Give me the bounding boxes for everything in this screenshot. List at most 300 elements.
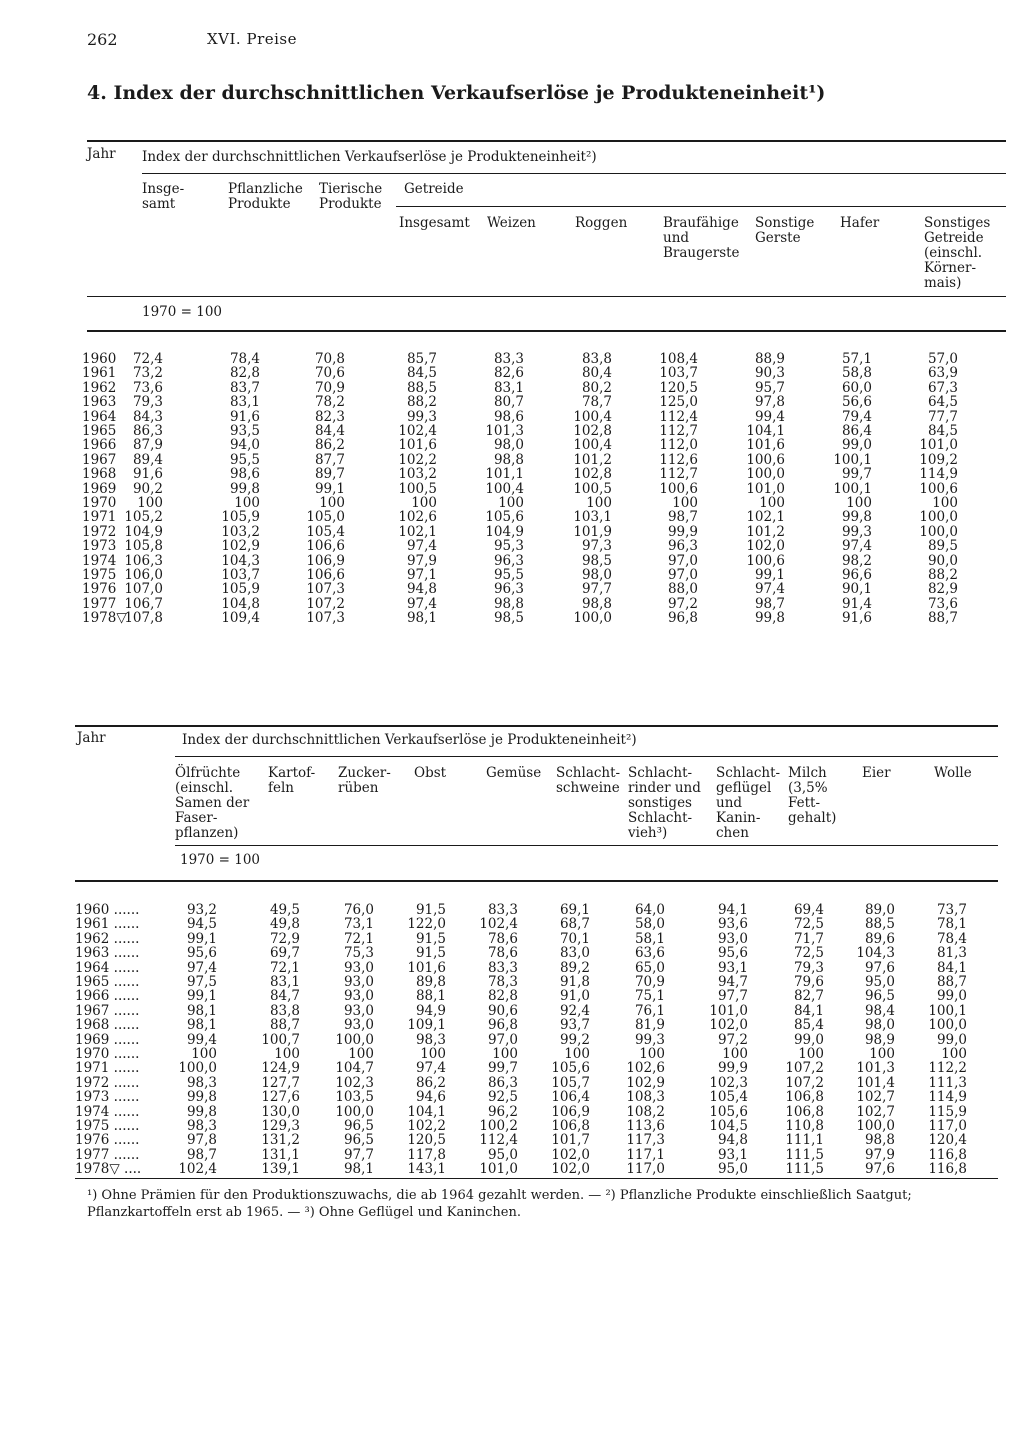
table1-value-cell: 104,8 (221, 595, 260, 612)
table2-value-cell: 99,0 (793, 1031, 824, 1048)
table2-col-header: Kartof- feln (268, 765, 316, 796)
table1-value-cell: 77,7 (927, 408, 958, 425)
table2-value-cell: 127,6 (261, 1089, 300, 1106)
table2-value-cell: 88,1 (415, 988, 446, 1005)
table2-value-cell: 99,1 (186, 930, 217, 947)
table2-value-cell: 97,4 (415, 1060, 446, 1077)
table1-value-cell: 105,9 (221, 509, 260, 526)
table2-year-cell: 1964 ...... (75, 959, 140, 976)
table2-value-cell: 75,3 (343, 945, 374, 962)
table2-value-cell: 98,8 (864, 1132, 895, 1149)
table2-value-cell: 89,6 (864, 930, 895, 947)
table1-value-cell: 97,4 (406, 595, 437, 612)
table1-value-cell: 57,0 (927, 351, 958, 367)
table1-value-cell: 97,0 (667, 567, 698, 583)
table2-value-cell: 69,4 (793, 902, 824, 918)
table1-value-cell: 102,1 (746, 509, 785, 526)
table2-value-cell: 84,7 (269, 988, 300, 1005)
table1-value-cell: 96,3 (493, 581, 524, 598)
table1-value-cell: 58,8 (841, 365, 872, 382)
table2-value-cell: 93,0 (343, 974, 374, 990)
table1-value-cell: 103,2 (398, 466, 437, 483)
table2-value-cell: 73,7 (936, 902, 967, 918)
table1-value-cell: 98,0 (581, 567, 612, 583)
table2-value-cell: 127,7 (261, 1074, 300, 1091)
table2-value-cell: 100 (420, 1046, 446, 1062)
table1-value-cell: 105,0 (306, 509, 345, 526)
table2-value-cell: 105,6 (709, 1103, 748, 1120)
table1-super-rule (142, 173, 1006, 174)
table1-value-cell: 100,5 (398, 480, 437, 497)
table2-value-cell: 100,7 (261, 1031, 300, 1048)
table2-year-cell: 1967 ...... (75, 1002, 140, 1019)
table2-value-cell: 97,9 (864, 1146, 895, 1163)
table2-value-cell: 97,0 (487, 1031, 518, 1048)
table1-value-cell: 101,0 (919, 437, 958, 454)
table2-value-cell: 100,0 (178, 1060, 217, 1077)
table2-value-cell: 99,8 (186, 1089, 217, 1106)
table2-value-cell: 81,9 (634, 1017, 665, 1034)
table2-value-cell: 91,0 (559, 988, 590, 1005)
table2-value-cell: 100,0 (856, 1118, 895, 1134)
table2-value-cell: 100,0 (335, 1103, 374, 1120)
table2-col-header: Schlacht- rinder und sonstiges Schlacht- vieh³) (628, 765, 701, 841)
table2-base-rule (175, 845, 998, 846)
table1-value-cell: 86,3 (132, 423, 163, 439)
table1-value-cell: 101,3 (485, 423, 524, 439)
table1-value-cell: 102,4 (398, 423, 437, 439)
table1-value-cell: 106,7 (124, 595, 163, 612)
table1-year-cell: 1967 (82, 451, 117, 468)
table2-value-cell: 86,3 (487, 1074, 518, 1091)
table2-value-cell: 117,0 (626, 1161, 665, 1178)
table1-value-cell: 95,7 (754, 379, 785, 396)
table2-col-header: Obst (414, 765, 447, 781)
table2-value-cell: 99,7 (487, 1060, 518, 1077)
table1-value-cell: 97,3 (581, 538, 612, 555)
table2-value-cell: 102,4 (479, 916, 518, 933)
table1-value-cell: 101,1 (485, 466, 524, 483)
table2-value-cell: 113,6 (626, 1118, 665, 1134)
table1-value-cell: 102,2 (398, 451, 437, 468)
table2-value-cell: 89,8 (415, 974, 446, 990)
table2-value-cell: 95,0 (717, 1161, 748, 1178)
table1-value-cell: 88,9 (754, 351, 785, 367)
table1-year-cell: 1971 (82, 509, 117, 526)
table2-value-cell: 105,4 (709, 1089, 748, 1106)
table1-value-cell: 98,8 (493, 595, 524, 612)
table1-value-cell: 87,7 (314, 451, 345, 468)
table1-value-cell: 98,5 (493, 610, 524, 627)
table2-value-cell: 98,3 (186, 1118, 217, 1134)
table1-value-cell: 120,5 (659, 379, 698, 396)
table2-value-cell: 109,1 (407, 1017, 446, 1034)
table2-value-cell: 116,8 (928, 1161, 967, 1178)
table1-value-cell: 103,1 (573, 509, 612, 526)
table1-year-cell: 1966 (82, 437, 117, 454)
table2-super-rule (175, 756, 998, 757)
table2-value-cell: 112,4 (479, 1132, 518, 1149)
table2-value-cell: 83,3 (487, 959, 518, 976)
table1-value-cell: 95,5 (229, 451, 260, 468)
table2-value-cell: 97,7 (717, 988, 748, 1005)
table2-value-cell: 97,6 (864, 1161, 895, 1178)
table1-value-cell: 98,6 (229, 466, 260, 483)
table1-year-header: Jahr (87, 146, 116, 162)
table1-value-cell: 88,2 (406, 394, 437, 411)
table1-value-cell: 100,0 (919, 523, 958, 540)
table1-value-cell: 100,1 (833, 480, 872, 497)
table2-value-cell: 102,0 (709, 1017, 748, 1034)
table2-value-cell: 104,3 (856, 945, 895, 962)
table1-value-cell: 99,4 (754, 408, 785, 425)
table2-value-cell: 100 (274, 1046, 300, 1062)
table2-value-cell: 100,0 (928, 1017, 967, 1034)
table1-value-cell: 97,8 (754, 394, 785, 411)
table1-col-header: Hafer (840, 215, 880, 231)
table1-value-cell: 100,4 (573, 437, 612, 454)
table1-value-cell: 104,1 (746, 423, 785, 439)
page-number: 262 (87, 30, 118, 49)
table1-value-cell: 99,1 (314, 480, 345, 497)
table1-value-cell: 91,6 (132, 466, 163, 483)
table2-col-header: Zucker- rüben (338, 765, 391, 796)
table1-value-cell: 99,8 (754, 610, 785, 627)
table2-value-cell: 72,1 (269, 959, 300, 976)
table2-value-cell: 100 (564, 1046, 590, 1062)
table2-value-cell: 83,8 (269, 1002, 300, 1019)
table1-value-cell: 95,5 (493, 567, 524, 583)
table1-value-cell: 99,0 (841, 437, 872, 454)
table1-value-cell: 70,6 (314, 365, 345, 382)
table1-value-cell: 102,8 (573, 466, 612, 483)
table2-year-cell: 1969 ...... (75, 1031, 140, 1048)
table1-value-cell: 70,9 (314, 379, 345, 396)
table1-value-cell: 99,8 (229, 480, 260, 497)
table2-col-header: Gemüse (486, 765, 542, 781)
table2-value-cell: 102,3 (709, 1074, 748, 1091)
table2-value-cell: 96,8 (487, 1017, 518, 1034)
table2-value-cell: 97,5 (186, 974, 217, 990)
table2-base-label: 1970 = 100 (180, 852, 261, 868)
table1-value-cell: 101,6 (398, 437, 437, 454)
table2-value-cell: 106,4 (551, 1089, 590, 1106)
table2-value-cell: 101,4 (856, 1074, 895, 1091)
table1-value-cell: 97,9 (406, 552, 437, 569)
table1-value-cell: 84,4 (314, 423, 345, 439)
table2-value-cell: 84,1 (936, 959, 967, 976)
table2-value-cell: 99,3 (634, 1031, 665, 1048)
table1-value-cell: 91,6 (841, 610, 872, 627)
table1-value-cell: 98,1 (406, 610, 437, 627)
table1-value-cell: 78,2 (314, 394, 345, 411)
table1-value-cell: 109,2 (919, 451, 958, 468)
table1-value-cell: 70,8 (314, 351, 345, 367)
table1-value-cell: 86,4 (841, 423, 872, 439)
table2-value-cell: 107,2 (785, 1074, 824, 1091)
table2-value-cell: 95,0 (864, 974, 895, 990)
table1-value-cell: 100,4 (485, 480, 524, 497)
table2-value-cell: 93,0 (343, 988, 374, 1005)
table1-value-cell: 96,3 (667, 538, 698, 555)
table2-value-cell: 97,8 (186, 1132, 217, 1149)
table2-value-cell: 83,3 (487, 902, 518, 918)
table1-value-cell: 94,0 (229, 437, 260, 454)
table2-value-cell: 98,1 (186, 1002, 217, 1019)
table1-value-cell: 100 (411, 495, 437, 511)
table1-value-cell: 100 (137, 495, 163, 511)
table2-col-header: Eier (862, 765, 891, 781)
table2-value-cell: 88,5 (864, 916, 895, 933)
table1-value-cell: 64,5 (927, 394, 958, 411)
table1-value-cell: 63,9 (927, 365, 958, 382)
table1-value-cell: 82,8 (229, 365, 260, 382)
table1-value-cell: 112,0 (659, 437, 698, 454)
table1-value-cell: 98,7 (667, 509, 698, 526)
table1-value-cell: 78,4 (229, 351, 260, 367)
table1-value-cell: 102,8 (573, 423, 612, 439)
table1-value-cell: 88,7 (927, 610, 958, 627)
table1-header-bottom-rule (87, 330, 1006, 332)
table2-value-cell: 101,3 (856, 1060, 895, 1077)
table1-value-cell: 102,0 (746, 538, 785, 555)
table1-value-cell: 83,8 (581, 351, 612, 367)
table2-year-cell: 1976 ...... (75, 1132, 140, 1149)
table1-value-cell: 114,9 (919, 466, 958, 483)
table2-value-cell: 97,4 (186, 959, 217, 976)
table1-value-cell: 105,9 (221, 581, 260, 598)
table1-value-cell: 86,2 (314, 437, 345, 454)
table1-value-cell: 100 (672, 495, 698, 511)
table2-value-cell: 99,4 (186, 1031, 217, 1048)
table2-value-cell: 94,1 (717, 902, 748, 918)
table1-year-cell: 1978▽ (82, 610, 127, 627)
table2-year-cell: 1974 ...... (75, 1103, 140, 1120)
table2-value-cell: 96,5 (343, 1132, 374, 1149)
table1-value-cell: 84,5 (927, 423, 958, 439)
table2-col-header: Milch (3,5% Fett- gehalt) (788, 765, 837, 826)
table1-base-label: 1970 = 100 (142, 304, 223, 320)
table2-value-cell: 120,5 (407, 1132, 446, 1149)
table2-value-cell: 106,9 (551, 1103, 590, 1120)
table1-col-header: Weizen (487, 215, 536, 231)
table2-year-header: Jahr (77, 730, 106, 746)
table2-value-cell: 99,1 (186, 988, 217, 1005)
table2-value-cell: 91,5 (415, 930, 446, 947)
table1-year-cell: 1961 (82, 365, 117, 382)
table1-value-cell: 107,3 (306, 581, 345, 598)
table2-value-cell: 78,4 (936, 930, 967, 947)
table1-value-cell: 73,6 (927, 595, 958, 612)
table2-value-cell: 100 (639, 1046, 665, 1062)
table1-value-cell: 98,8 (581, 595, 612, 612)
table1-year-cell: 1962 (82, 379, 117, 396)
table2-value-cell: 102,4 (178, 1161, 217, 1178)
table1-value-cell: 99,7 (841, 466, 872, 483)
table2-value-cell: 65,0 (634, 959, 665, 976)
table1-value-cell: 101,2 (573, 451, 612, 468)
table1-getreide-header: Getreide (404, 181, 464, 197)
table2-value-cell: 131,2 (261, 1132, 300, 1149)
table1-value-cell: 89,4 (132, 451, 163, 468)
table1-value-cell: 83,1 (229, 394, 260, 411)
table2-value-cell: 98,1 (186, 1017, 217, 1034)
table2-super-header: Index der durchschnittlichen Verkaufserlöse je Produkteneinheit²) (182, 732, 637, 748)
table2-value-cell: 114,9 (928, 1089, 967, 1106)
table2-value-cell: 100,0 (335, 1031, 374, 1048)
table1-value-cell: 80,4 (581, 365, 612, 382)
table2-value-cell: 81,3 (936, 945, 967, 962)
table2-year-cell: 1972 ...... (75, 1074, 140, 1091)
table2-value-cell: 82,7 (793, 988, 824, 1005)
table2-value-cell: 101,0 (479, 1161, 518, 1178)
table2-value-cell: 100 (798, 1046, 824, 1062)
table1-value-cell: 91,4 (841, 595, 872, 612)
table1-value-cell: 83,3 (493, 351, 524, 367)
table2-value-cell: 82,8 (487, 988, 518, 1005)
table1-value-cell: 102,9 (221, 538, 260, 555)
table2-value-cell: 99,0 (936, 1031, 967, 1048)
table1-value-cell: 60,0 (841, 379, 872, 396)
table1-value-cell: 97,4 (841, 538, 872, 555)
table1-value-cell: 102,1 (398, 523, 437, 540)
table1-value-cell: 89,5 (927, 538, 958, 555)
table1-value-cell: 97,1 (406, 567, 437, 583)
table1-year-cell: 1965 (82, 423, 117, 439)
table2-value-cell: 83,1 (269, 974, 300, 990)
table2-value-cell: 99,9 (717, 1060, 748, 1077)
table2-value-cell: 102,7 (856, 1089, 895, 1106)
table1-value-cell: 100,1 (833, 451, 872, 468)
table2-value-cell: 101,0 (709, 1002, 748, 1019)
table1-year-cell: 1970 (82, 495, 117, 511)
table2-value-cell: 69,7 (269, 945, 300, 962)
table2-header-bottom-rule (75, 880, 998, 882)
table2-value-cell: 72,9 (269, 930, 300, 947)
table1-year-cell: 1969 (82, 480, 117, 497)
table2-year-cell: 1970 ...... (75, 1046, 140, 1062)
table1-col-header: Insge- samt (142, 181, 185, 212)
table2-value-cell: 96,5 (343, 1118, 374, 1134)
table1-value-cell: 95,3 (493, 538, 524, 555)
table1-value-cell: 88,2 (927, 567, 958, 583)
table2-value-cell: 100 (869, 1046, 895, 1062)
table2-value-cell: 104,1 (407, 1103, 446, 1120)
table1-year-cell: 1964 (82, 408, 117, 425)
table1-year-cell: 1973 (82, 538, 117, 555)
table2-value-cell: 116,8 (928, 1146, 967, 1163)
table1-year-cell: 1963 (82, 394, 117, 411)
table1-value-cell: 98,7 (754, 595, 785, 612)
table1-value-cell: 80,2 (581, 379, 612, 396)
table2-year-cell: 1978▽ .... (75, 1161, 142, 1178)
table1-value-cell: 97,7 (581, 581, 612, 598)
table2-value-cell: 104,5 (709, 1118, 748, 1134)
table2-top-rule (75, 725, 998, 727)
table2-value-cell: 73,1 (343, 916, 374, 933)
table1-value-cell: 106,6 (306, 567, 345, 583)
table2-value-cell: 98,4 (864, 1002, 895, 1019)
table1-year-cell: 1976 (82, 581, 117, 598)
table2-value-cell: 101,6 (407, 959, 446, 976)
table1-year-cell: 1960 (82, 351, 117, 367)
table1-value-cell: 90,1 (841, 581, 872, 598)
table1-value-cell: 112,4 (659, 408, 698, 425)
table1-value-cell: 67,3 (927, 379, 958, 396)
table2-value-cell: 72,1 (343, 930, 374, 947)
table1-value-cell: 89,7 (314, 466, 345, 483)
table1-value-cell: 100,0 (746, 466, 785, 483)
table1-year-cell: 1975 (82, 567, 117, 583)
table1-col-header: Braufähige und Braugerste (663, 215, 740, 261)
table1-value-cell: 87,9 (132, 437, 163, 454)
table2-year-cell: 1977 ...... (75, 1146, 140, 1163)
table2-value-cell: 93,1 (717, 1146, 748, 1163)
table1-top-rule (87, 140, 1006, 142)
table2-value-cell: 99,8 (186, 1103, 217, 1120)
table2-value-cell: 89,2 (559, 959, 590, 976)
table2-value-cell: 124,9 (261, 1060, 300, 1077)
table2-value-cell: 139,1 (261, 1161, 300, 1178)
table1-value-cell: 100 (586, 495, 612, 511)
table1-getreide-rule (396, 206, 1006, 207)
table2-value-cell: 63,6 (634, 945, 665, 962)
table2-value-cell: 130,0 (261, 1103, 300, 1120)
table2-value-cell: 100,2 (479, 1118, 518, 1134)
table2-year-cell: 1960 ...... (75, 902, 140, 918)
table2-value-cell: 98,0 (864, 1017, 895, 1034)
table2-value-cell: 102,7 (856, 1103, 895, 1120)
table1-value-cell: 80,7 (493, 394, 524, 411)
table1-value-cell: 101,0 (746, 480, 785, 497)
table2-value-cell: 93,0 (343, 959, 374, 976)
table2-value-cell: 88,7 (269, 1017, 300, 1034)
table1-value-cell: 101,9 (573, 523, 612, 540)
table2-value-cell: 70,9 (634, 974, 665, 990)
table1-value-cell: 104,3 (221, 552, 260, 569)
table2-value-cell: 102,6 (626, 1060, 665, 1077)
table2-value-cell: 106,8 (785, 1103, 824, 1120)
table1-value-cell: 78,7 (581, 394, 612, 411)
table2-year-cell: 1966 ...... (75, 988, 140, 1005)
table2-value-cell: 108,3 (626, 1089, 665, 1106)
table1-value-cell: 103,7 (221, 567, 260, 583)
table1-value-cell: 94,8 (406, 581, 437, 598)
table1-value-cell: 97,0 (667, 552, 698, 569)
table2-value-cell: 98,7 (186, 1146, 217, 1163)
table1-value-cell: 112,7 (659, 466, 698, 483)
table1-value-cell: 125,0 (659, 394, 698, 411)
table1-value-cell: 98,8 (493, 451, 524, 468)
table1-value-cell: 100,0 (573, 610, 612, 627)
table1-value-cell: 107,2 (306, 595, 345, 612)
table2-value-cell: 100 (492, 1046, 518, 1062)
table2-value-cell: 131,1 (261, 1146, 300, 1163)
table2-year-cell: 1962 ...... (75, 930, 140, 947)
table1-value-cell: 103,7 (659, 365, 698, 382)
table1-value-cell: 99,3 (841, 523, 872, 540)
table1-value-cell: 90,2 (132, 480, 163, 497)
table2-value-cell: 105,7 (551, 1074, 590, 1091)
table1-value-cell: 84,3 (132, 408, 163, 425)
table1-value-cell: 101,2 (746, 523, 785, 540)
table2-value-cell: 111,5 (785, 1161, 824, 1178)
table2-value-cell: 117,3 (626, 1132, 665, 1149)
table2-value-cell: 78,6 (487, 945, 518, 962)
table1-value-cell: 98,5 (581, 552, 612, 569)
table2-value-cell: 78,3 (487, 974, 518, 990)
table2-value-cell: 102,2 (407, 1118, 446, 1134)
